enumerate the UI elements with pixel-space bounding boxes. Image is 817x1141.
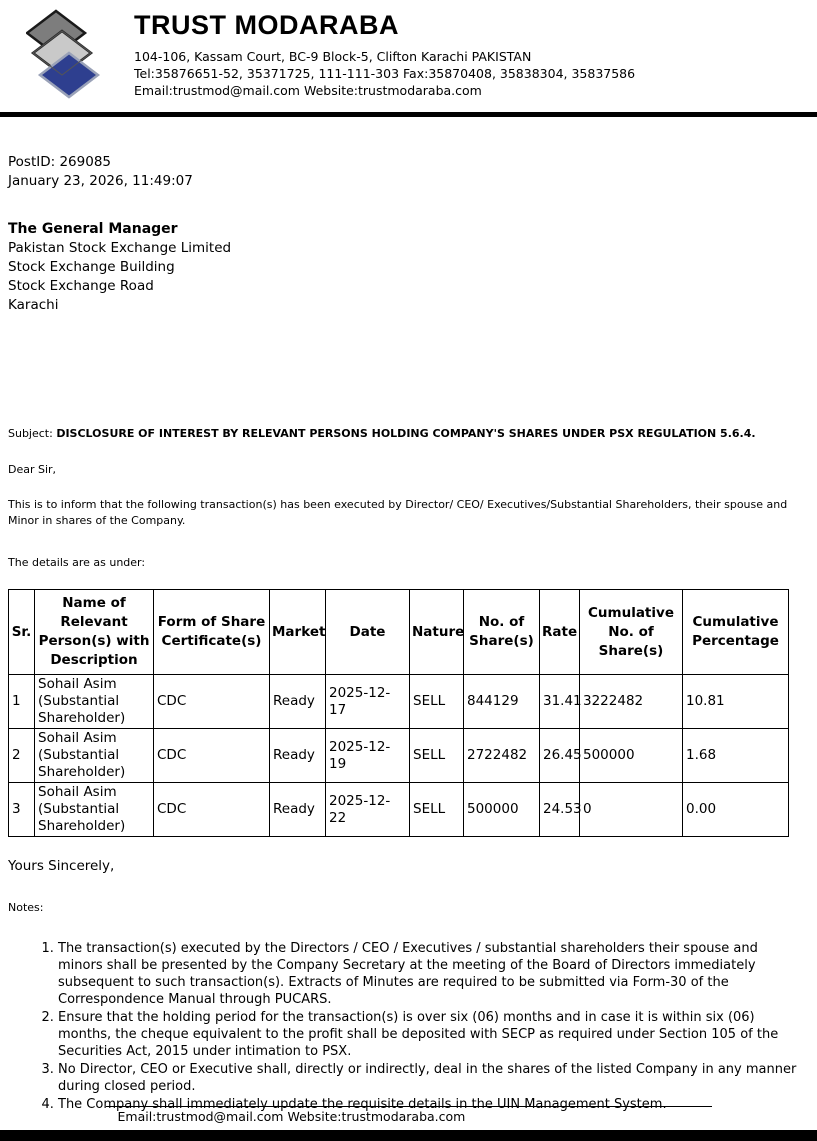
subject-line <box>8 427 817 440</box>
cell-date: 2025-12-17 <box>326 675 410 729</box>
cell-cumulative-shares: 3222482 <box>580 675 683 729</box>
letterhead <box>0 0 817 102</box>
cell-cumulative-shares: 0 <box>580 783 683 837</box>
table-row <box>9 675 789 729</box>
col-header-sr: Sr. <box>9 590 35 675</box>
cell-sr: 2 <box>9 729 35 783</box>
subject-prefix: Subject: <box>8 427 57 440</box>
company-phone-fax: Tel:35876651-52, 35371725, 111-111-303 Fax:35870408, 35838304, 35837586 <box>134 66 636 81</box>
cell-cumulative-percentage: 0.00 <box>683 783 789 837</box>
cell-rate: 31.41 <box>540 675 580 729</box>
cell-shares: 500000 <box>464 783 540 837</box>
cell-cumulative-percentage: 1.68 <box>683 729 789 783</box>
cell-form: CDC <box>154 675 270 729</box>
recipient-block <box>8 220 817 315</box>
cell-sr: 1 <box>9 675 35 729</box>
post-id: PostID: 269085 <box>8 154 111 170</box>
post-meta <box>8 153 817 191</box>
letterhead-text <box>134 8 635 99</box>
cell-name: Sohail Asim (Substantial Shareholder) <box>35 675 154 729</box>
recipient-city: Karachi <box>8 297 59 313</box>
company-email-website: Email:trustmod@mail.com Website:trustmodaraba.com <box>134 83 482 98</box>
cell-shares: 2722482 <box>464 729 540 783</box>
note-item: 1. The transaction(s) executed by the Directors / CEO / Executives / substantial shareholders their spouse and minors shall be presented by the Company Secretary at the meeting of the Board of Directors immediately subsequent to such transaction(s). Extracts of Minutes are required to be submitted via Form-30 of the Correspondence Manual through PUCARS. <box>58 940 805 1008</box>
table-row <box>9 729 789 783</box>
cell-rate: 26.45 <box>540 729 580 783</box>
header-divider <box>0 112 817 117</box>
note-item: 4. The Company shall immediately update the requisite details in the UIN Management System. <box>58 1096 805 1113</box>
recipient-road: Stock Exchange Road <box>8 278 154 294</box>
table-header-row <box>9 590 789 675</box>
col-header-rate: Rate <box>540 590 580 675</box>
cell-date: 2025-12-22 <box>326 783 410 837</box>
cell-cumulative-shares: 500000 <box>580 729 683 783</box>
intro-paragraph: This is to inform that the following transaction(s) has been executed by Director/ CEO/ Executives/Substantial Shareholders, their spouse and Minor in shares of the Company. <box>8 498 788 527</box>
company-logo <box>26 8 100 102</box>
col-header-date: Date <box>326 590 410 675</box>
cell-nature: SELL <box>410 729 464 783</box>
note-item: 3. No Director, CEO or Executive shall, directly or indirectly, deal in the shares of the listed Company in any manner during closed period. <box>58 1061 805 1095</box>
cell-name: Sohail Asim (Substantial Shareholder) <box>35 729 154 783</box>
cell-name: Sohail Asim (Substantial Shareholder) <box>35 783 154 837</box>
diamond-logo-icon <box>26 8 100 102</box>
details-label: The details are as under: <box>8 556 146 569</box>
recipient-building: Stock Exchange Building <box>8 259 175 275</box>
transactions-table <box>8 589 789 837</box>
cell-nature: SELL <box>410 675 464 729</box>
note-item: 2. Ensure that the holding period for the transaction(s) is over six (06) months and in case it is within six (06) months, the cheque equivalent to the profit shall be deposited with SECP as required under Section 105 of the Securities Act, 2015 under intimation to PSX. <box>58 1009 805 1060</box>
cell-rate: 24.53 <box>540 783 580 837</box>
cell-cumulative-percentage: 10.81 <box>683 675 789 729</box>
cell-nature: SELL <box>410 783 464 837</box>
recipient-org: Pakistan Stock Exchange Limited <box>8 240 232 256</box>
notes-list <box>0 940 805 1113</box>
col-header-name: Name of Relevant Person(s) with Description <box>35 590 154 675</box>
cell-date: 2025-12-19 <box>326 729 410 783</box>
table-row <box>9 783 789 837</box>
closing: Yours Sincerely, <box>8 858 115 874</box>
cell-market: Ready <box>270 783 326 837</box>
company-address: 104-106, Kassam Court, BC-9 Block-5, Clifton Karachi PAKISTAN <box>134 49 532 64</box>
col-header-cumulative-shares: Cumulative No. of Share(s) <box>580 590 683 675</box>
cell-form: CDC <box>154 729 270 783</box>
cell-market: Ready <box>270 675 326 729</box>
col-header-form: Form of Share Certificate(s) <box>154 590 270 675</box>
salutation: Dear Sir, <box>8 463 57 476</box>
cell-form: CDC <box>154 783 270 837</box>
cell-sr: 3 <box>9 783 35 837</box>
cell-shares: 844129 <box>464 675 540 729</box>
col-header-shares: No. of Share(s) <box>464 590 540 675</box>
recipient-title: The General Manager <box>8 221 178 237</box>
company-name: TRUST MODARABA <box>134 10 399 40</box>
post-datetime: January 23, 2026, 11:49:07 <box>8 173 193 189</box>
col-header-nature: Nature <box>410 590 464 675</box>
cell-market: Ready <box>270 729 326 783</box>
col-header-market: Market <box>270 590 326 675</box>
notes-label: Notes: <box>8 901 44 914</box>
footer-contact: Email:trustmod@mail.com Website:trustmodaraba.com <box>106 1106 712 1128</box>
footer-bar <box>0 1130 817 1141</box>
col-header-cumulative-percentage: Cumulative Percentage <box>683 590 789 675</box>
page-footer <box>0 1106 817 1141</box>
subject-text: DISCLOSURE OF INTEREST BY RELEVANT PERSONS HOLDING COMPANY'S SHARES UNDER PSX REGULATION 5.6.4. <box>56 427 756 440</box>
